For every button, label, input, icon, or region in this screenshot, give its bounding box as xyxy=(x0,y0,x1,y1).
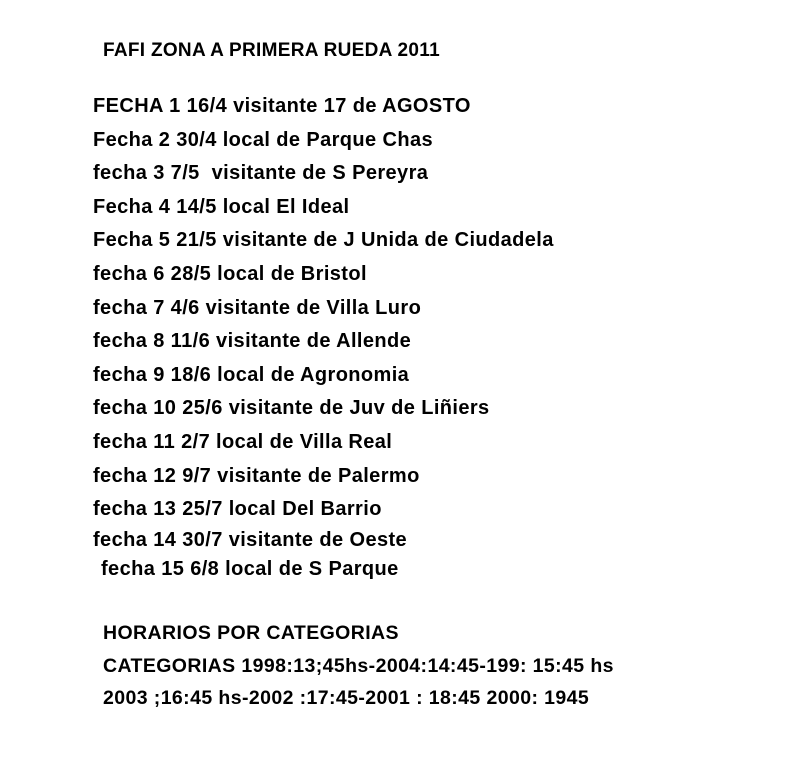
fixture-item: fecha 6 28/5 local de Bristol xyxy=(93,262,367,285)
fixture-item: fecha 9 18/6 local de Agronomia xyxy=(93,363,410,386)
fixture-item: fecha 11 2/7 local de Villa Real xyxy=(93,430,393,453)
schedule-heading: HORARIOS POR CATEGORIAS xyxy=(103,622,399,644)
fixture-item: FECHA 1 16/4 visitante 17 de AGOSTO xyxy=(93,95,471,117)
fixture-item: fecha 14 30/7 visitante de Oeste xyxy=(93,528,408,551)
fixture-list xyxy=(93,90,554,586)
schedule-line: CATEGORIAS 1998:13;45hs-2004:14:45-199: 15:45 hs xyxy=(103,654,614,677)
fixture-item: fecha 8 11/6 visitante de Allende xyxy=(93,330,412,353)
fixture-item: fecha 12 9/7 visitante de Palermo xyxy=(93,464,420,487)
fixture-item: Fecha 2 30/4 local de Parque Chas xyxy=(93,128,434,151)
fixture-item: fecha 15 6/8 local de S Parque xyxy=(101,557,399,580)
schedule-line: 2003 ;16:45 hs-2002 :17:45-2001 : 18:45 2000: 1945 xyxy=(103,687,590,709)
fixture-item: fecha 7 4/6 visitante de Villa Luro xyxy=(93,296,422,319)
fixture-item: fecha 3 7/5 visitante de S Pereyra xyxy=(93,162,429,185)
schedule-section xyxy=(103,617,614,715)
fixture-item: fecha 13 25/7 local Del Barrio xyxy=(93,498,382,521)
fixture-item: fecha 10 25/6 visitante de Juv de Liñiers xyxy=(93,397,490,420)
fixture-item: Fecha 5 21/5 visitante de J Unida de Ciudadela xyxy=(93,229,554,252)
document-title: FAFI ZONA A PRIMERA RUEDA 2011 xyxy=(103,40,440,61)
fixture-item: Fecha 4 14/5 local El Ideal xyxy=(93,195,350,218)
